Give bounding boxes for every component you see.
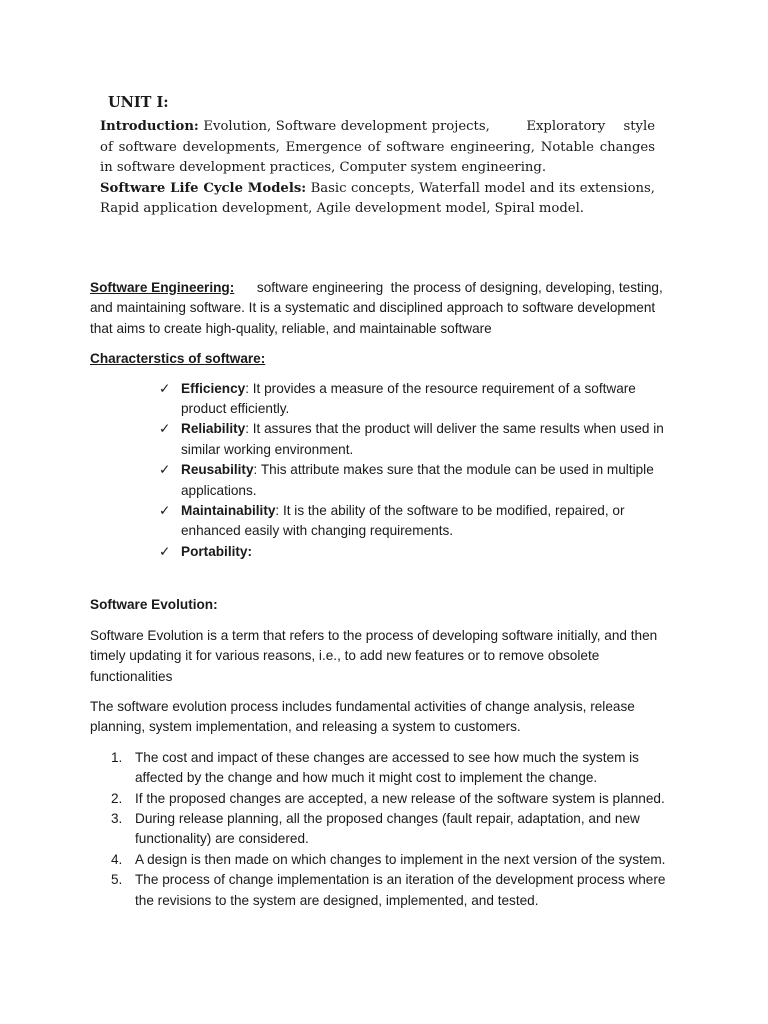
characteristic-description: : It provides a measure of the resource requirement of a software product efficiently. [181,380,636,417]
step-number: 2. [111,790,123,806]
step-number: 5. [111,872,123,888]
characteristic-term: Efficiency [181,380,246,396]
characteristics-heading: Characterstics of software: [90,351,266,367]
characteristic-description: : This attribute makes sure that the module can be used in multiple applications. [181,462,654,498]
characteristic-description: : It is the ability of the software to be modified, repaired, or enhanced easily with changing requirements. [181,503,625,539]
list-item [111,748,680,789]
list-item [111,789,680,809]
software-evolution-paragraph: Software Evolution is a term that refers to the process of developing software initially, and then timely updating it for various reasons, i.e., to add new features or to remove obsolete functionalities [90,627,658,684]
software-engineering-paragraph [90,278,680,339]
step-number: 3. [111,810,123,826]
step-text: The cost and impact of these changes are accessed to see how much the system is affected by the change and how much it might cost to implement the change. [135,749,639,786]
characteristic-term: Reliability [181,421,246,437]
evolution-process-paragraph: The software evolution process includes fundamental activities of change analysis, release planning, system implementation, and releasing a system to customers. [90,698,635,735]
list-item [111,850,680,870]
list-item [111,870,680,911]
list-item [159,501,680,542]
checkmark-icon: ✓ [159,503,171,519]
syllabus-block [100,117,672,220]
software-engineering-label: Software Engineering: [90,280,235,295]
introduction-label: Introduction: [100,119,199,134]
checkmark-icon: ✓ [159,462,171,478]
syllabus-life-cycle-models [100,179,655,220]
characteristics-list [90,379,680,563]
list-item [111,809,680,850]
list-item [159,542,680,562]
list-item [159,379,680,420]
characteristic-term: Reusability [181,462,254,478]
software-engineering-text: software engineering the process of designing, developing, testing, and maintaining software. It is a systematic and disciplined approach to software development that aims to create high-quality, reliable, and maintainable software [90,280,667,336]
document-body [90,278,680,911]
life-cycle-models-text: Basic concepts, Waterfall model and its extensions, Rapid application development, Agile development model, Spiral model. [100,180,655,217]
step-text: During release planning, all the proposed changes (fault repair, adaptation, and new functionality) are considered. [135,810,640,847]
step-number: 1. [111,749,123,765]
checkmark-icon: ✓ [159,380,171,396]
step-text: The process of change implementation is an iteration of the development process where the revisions to the system are designed, implemented, and tested. [135,872,666,908]
unit-title: UNIT I: [108,94,169,111]
checkmark-icon: ✓ [159,421,171,437]
syllabus-introduction [100,117,672,179]
software-evolution-heading: Software Evolution: [90,597,218,613]
step-number: 4. [111,851,123,867]
list-item [159,460,680,501]
evolution-steps-list [90,748,680,911]
characteristic-term: Maintainability [181,503,276,519]
step-text: If the proposed changes are accepted, a new release of the software system is planned. [135,790,665,806]
introduction-text: Evolution, Software development projects, Exploratory style of software developments, Emergence of software engineering, Notable changes in software development practices, Computer system engineering. [100,119,672,176]
life-cycle-models-label: Software Life Cycle Models: [100,180,307,196]
list-item [159,419,680,460]
step-text: A design is then made on which changes to implement in the next version of the system. [135,851,666,867]
characteristic-term: Portability: [181,543,252,559]
checkmark-icon: ✓ [159,543,171,559]
characteristic-description: : It assures that the product will deliver the same results when used in similar working environment. [181,421,664,457]
